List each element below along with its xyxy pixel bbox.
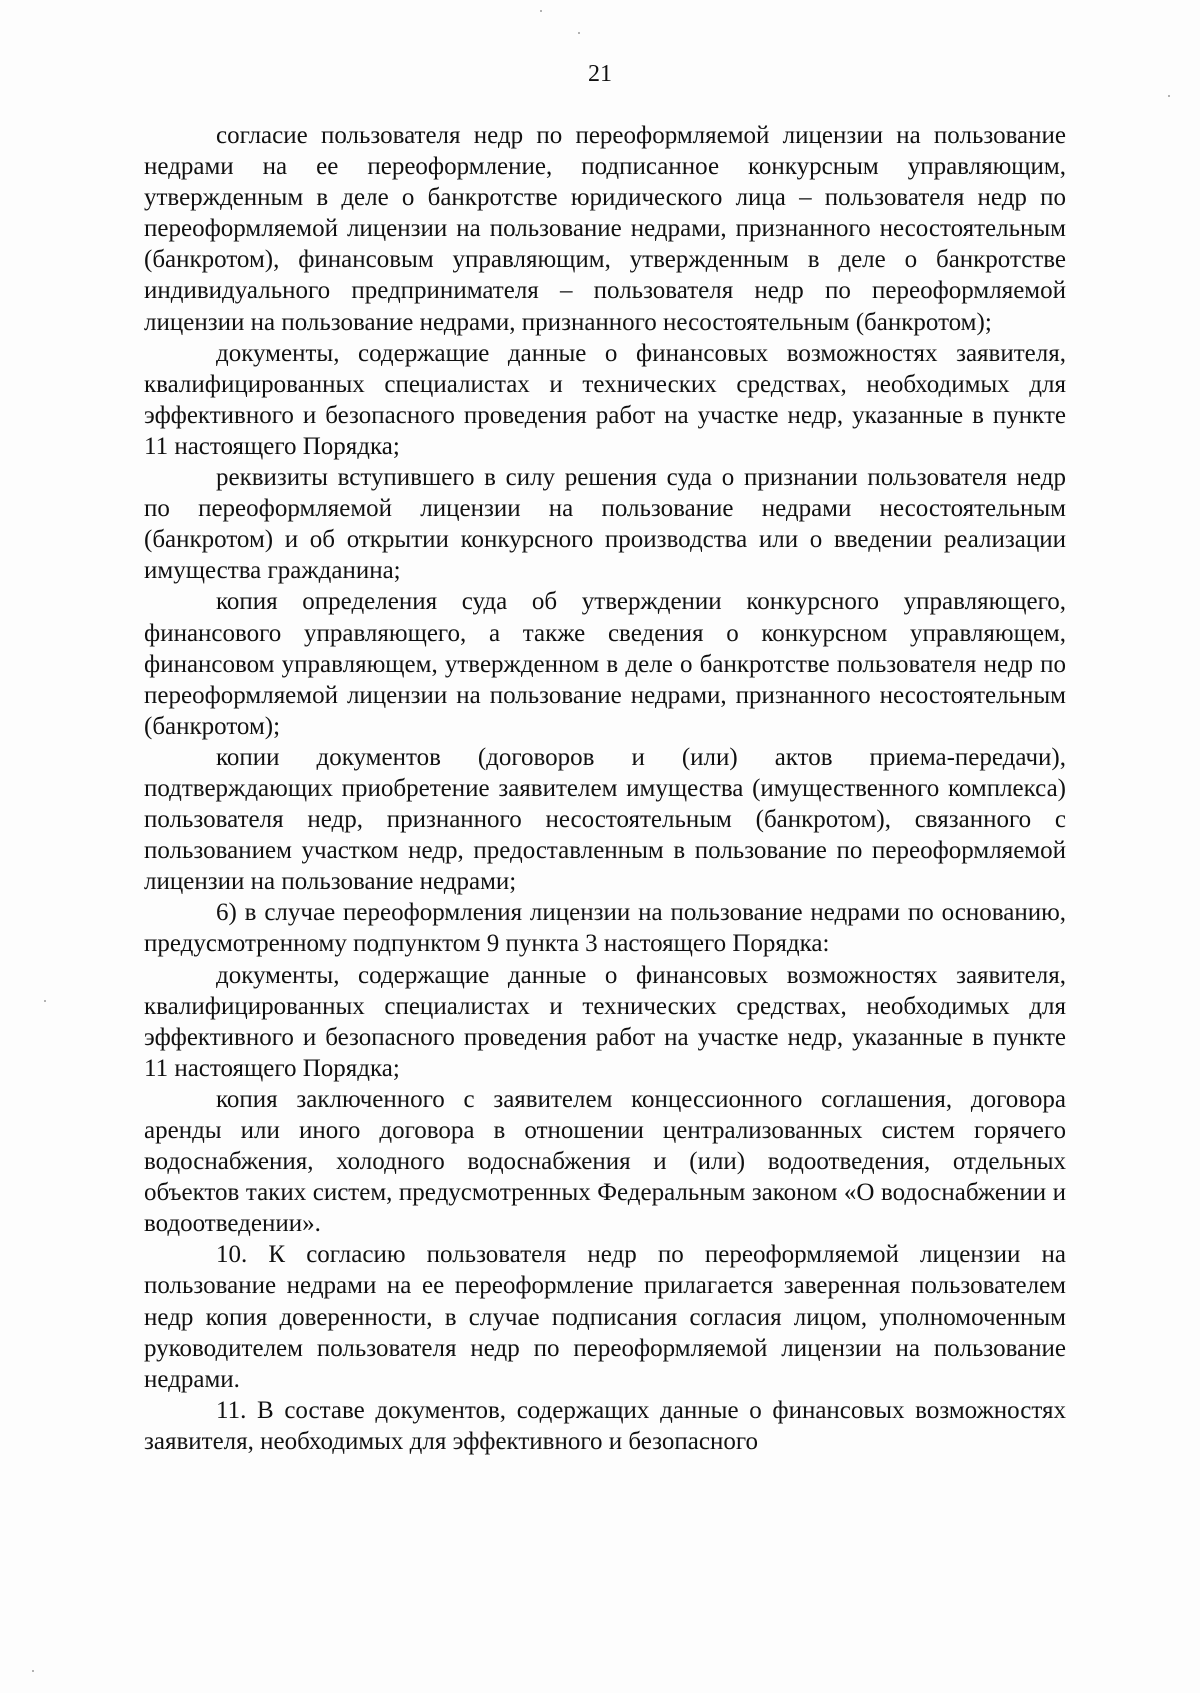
scan-speck (540, 10, 542, 12)
paragraph-financial-capabilities-documents: документы, содержащие данные о финансовых возможностях заявителя, квалифицированных специалистах и технических средствах, необходимых для эффективного и безопасного проведения работ на участке недр, указанные в пункте 11 настоящего Порядка; (144, 339, 1066, 460)
scan-speck (44, 1000, 46, 1002)
paragraph-property-acquisition-documents: копии документов (договоров и (или) актов приема-передачи), подтверждающих приобретение заявителем имущества (имущественного комплекса) пользователя недр, признанного несостоятельным (банкротом), связанного с пользованием участком недр, предоставленным в пользование по переоформляемой лицензии на пользование недрами; (144, 743, 1066, 896)
page-number: 21 (588, 61, 612, 87)
paragraph-clause-11: 11. В составе документов, содержащих данные о финансовых возможностях заявителя, необходимых для эффективного и безопасного (144, 1396, 1066, 1455)
scan-speck (578, 32, 580, 34)
scan-speck (1168, 95, 1170, 97)
paragraph-court-ruling-copy: копия определения суда об утверждении конкурсного управляющего, финансового управляющего, а также сведения о конкурсном управляющем, финансовом управляющем, утвержденном в деле о банкротстве пользователя недр по переоформляемой лицензии на пользование недрами, признанного несостоятельным (банкротом); (144, 588, 1066, 740)
paragraph-court-decision-details: реквизиты вступившего в силу решения суда о признании пользователя недр по переоформляемой лицензии на пользование недрами несостоятельным (банкротом) и об открытии конкурсного производства или о введении реализации имущества гражданина; (144, 464, 1066, 585)
paragraph-consent-signed-by-manager: согласие пользователя недр по переоформляемой лицензии на пользование недрами на ее переоформление, подписанное конкурсным управляющим, утвержденным в деле о банкротстве юридического лица – пользователя недр по переоформляемой лицензии на пользование недрами, признанного несостоятельным (банкротом), финансовым управляющим, утвержденным в деле о банкротстве индивидуального предпринимателя – пользователя недр по переоформляемой лицензии на пользование недрами, признанного несостоятельным (банкротом); (144, 122, 1066, 336)
scan-speck (32, 1670, 34, 1672)
paragraph-concession-agreement-copy: копия заключенного с заявителем концессионного соглашения, договора аренды или иного договора в отношении централизованных систем горячего водоснабжения, холодного водоснабжения и (или) водоотведения, отдельных объектов таких систем, предусмотренных Федеральным законом «О водоснабжении и водоотведении». (144, 1085, 1066, 1238)
document-body (144, 120, 1066, 1457)
paragraph-clause-10: 10. К согласию пользователя недр по переоформляемой лицензии на пользование недрами на ее переоформление прилагается заверенная пользователем недр копия доверенности, в случае подписания согласия лицом, уполномоченным руководителем пользователя недр по переоформляемой лицензии на пользование недрами. (144, 1241, 1066, 1393)
paragraph-item-6: 6) в случае переоформления лицензии на пользование недрами по основанию, предусмотренному подпунктом 9 пункта 3 настоящего Порядка: (144, 899, 1066, 958)
paragraph-financial-capabilities-documents-2: документы, содержащие данные о финансовых возможностях заявителя, квалифицированных специалистах и технических средствах, необходимых для эффективного и безопасного проведения работ на участке недр, указанные в пункте 11 настоящего Порядка; (144, 961, 1066, 1082)
